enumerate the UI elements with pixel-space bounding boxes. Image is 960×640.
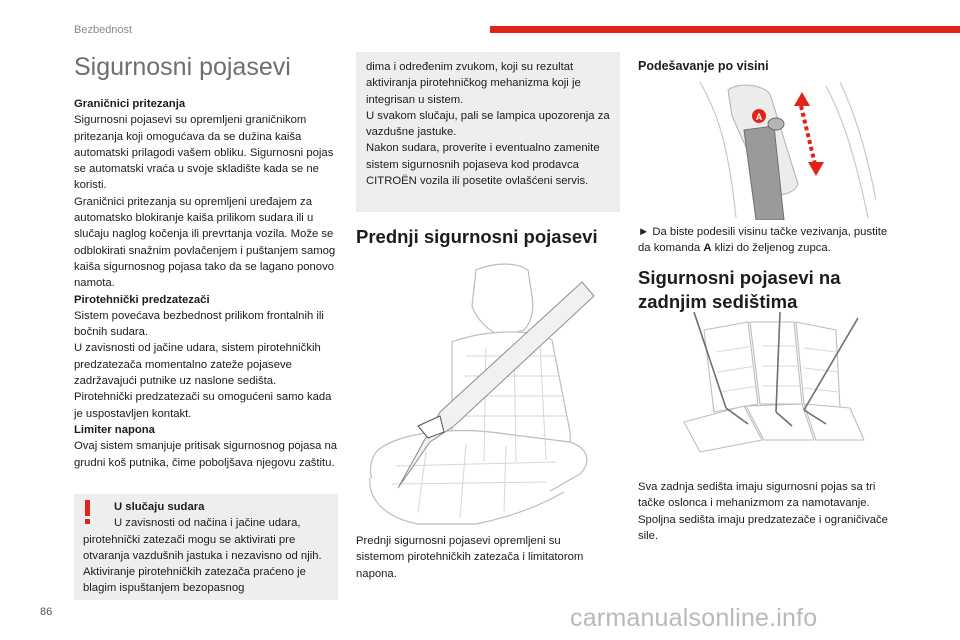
watermark: carmanualsonline.info (570, 604, 818, 632)
height-adjust-illustration (698, 80, 876, 220)
warning-first-line: U zavisnosti od načina i jačine udara, (114, 517, 301, 530)
page-number: 86 (40, 606, 53, 618)
front-belts-heading: Prednji sigurnosni pojasevi (356, 226, 598, 247)
height-instruction (638, 224, 888, 257)
page-title: Sigurnosni pojasevi (74, 53, 291, 81)
section-heading: Limiter napona (74, 423, 155, 436)
section-heading: Graničnici pritezanja (74, 98, 186, 110)
rear-seats-illustration (664, 312, 874, 462)
section-predzatezaci (74, 292, 338, 422)
front-caption: Prednji sigurnosni pojasevi opremljeni su sistemom pirotehničkih zatezača i limitatorom napona. (356, 535, 584, 580)
instruction-control: A (703, 242, 712, 255)
section-limiter (74, 422, 338, 471)
header-accent-bar (490, 26, 960, 33)
rear-belts-heading: Sigurnosni pojasevi na zadnjim sedištima (638, 267, 841, 312)
section-graničnici (74, 96, 338, 292)
column-1 (74, 52, 338, 471)
figure-label-a: A (755, 112, 763, 122)
section-text: Sistem povećava bezbednost prilikom frontalnih ili bočnih sudara. U zavisnosti od jačine udara, sistem pirotehničkih predzatezača momentalno zateže pojaseve zadržavajući putnike uz naslone sedišta. Pirotehnički predzatezači su omogućeni samo kada je uspostavljen kontakt. (74, 309, 332, 420)
rear-caption: Sva zadnja sedišta imaju sigurnosni pojas sa tri tačke oslonca i mehanizmom za namotavanje. Spoljna sedišta imaju predzatezače i ograničivače sile. (638, 481, 888, 542)
front-seat-illustration (356, 256, 620, 528)
warning-continued: dima i određenim zvukom, koji su rezultat aktiviranja pirotehničkog mehanizma koji je integrisan u sistem. U svakom slučaju, pali se lampica upozorenja za vazdušne jastuke. Nakon sudara, proverite i eventualno zamenite sistem sigurnosnih pojaseva kod prodavca CITROËN vozila ili posetite ovlašćeni servis. (356, 52, 620, 212)
warning-box (74, 494, 338, 600)
bullet-arrow-icon: ► (638, 226, 650, 238)
instruction-text: Da biste podesili visinu tačke vezivanja, pustite da komanda (638, 226, 888, 255)
section-text: Ovaj sistem smanjuje pritisak sigurnosnog pojasa na grudni koš putnika, čime poboljšava njegovu zaštitu. (74, 440, 338, 469)
warning-icon (84, 500, 91, 524)
section-heading: Pirotehnički predzatezači (74, 293, 210, 306)
warning-text: pirotehnički zatezači mogu se aktivirati pre otvaranja vazdušnih jastuka i nezavisno od njih. Aktiviranje pirotehničkih zatezača praćeno je blagim ispuštanjem bezopasnog (83, 533, 322, 595)
section-text: Sigurnosni pojasevi su opremljeni graničnikom pritezanja koji omogućava da se dužina kaiša automatski prilagodi vašem obliku. Sigurnosni pojas se automatski vraća u svoje skladište kada se ne koristi. Graničnici pritezanja su opremljeni uređajem za automatsko blokiranje kaiša prilikom sudara ili u slučaju naglog kočenja ili prevrtanja vozila. Može se odblokirati snažnim povlačenjem i puštanjem samog kaiša sigurnosnog pojasa tako da se lagano ponovo namota. (74, 114, 336, 290)
height-adjust-heading: Podešavanje po visini (638, 59, 769, 73)
section-label: Bezbednost (74, 24, 133, 36)
instruction-text-end: klizi do željenog zupca. (711, 242, 831, 255)
warning-title: U slučaju sudara (114, 501, 205, 513)
